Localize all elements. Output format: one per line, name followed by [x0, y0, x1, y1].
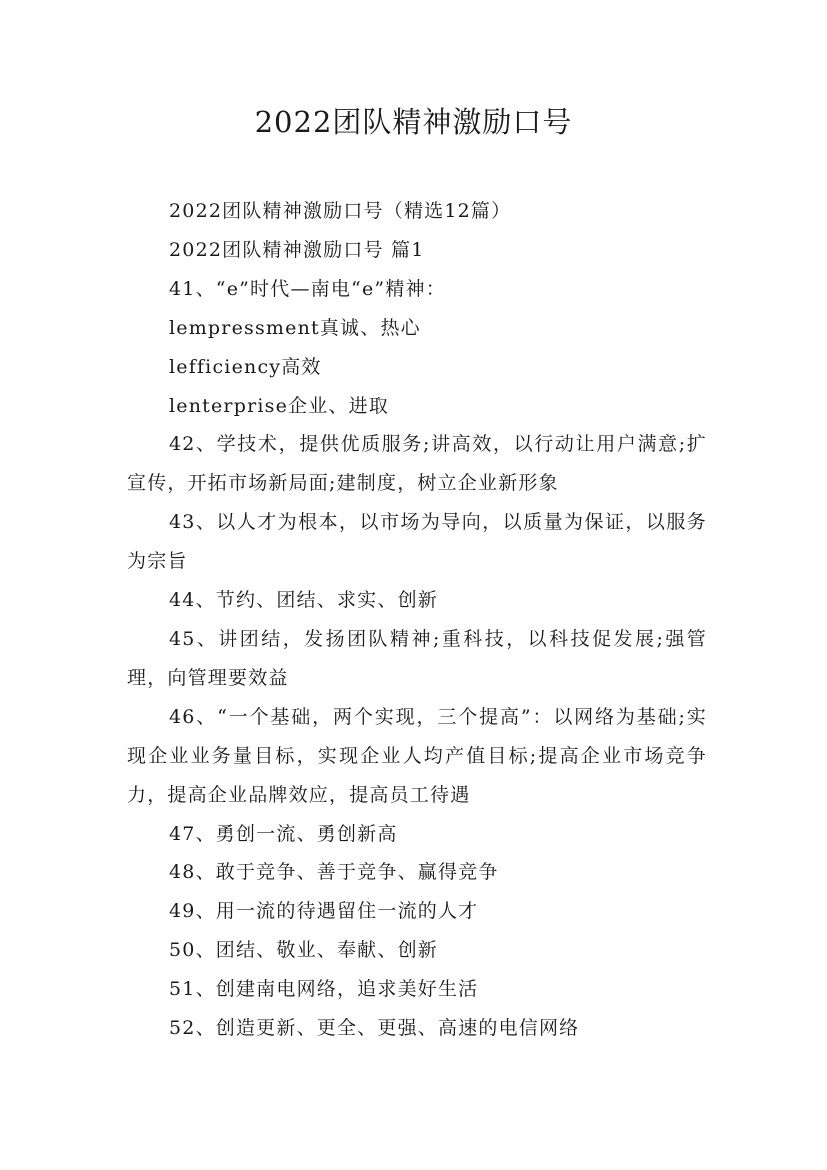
paragraph: 45、讲团结，发扬团队精神;重科技，以科技促发展;强管理，向管理要效益 [127, 627, 707, 689]
paragraph: 52、创造更新、更全、更强、高速的电信网络 [169, 1017, 580, 1040]
paragraph: 51、创建南电网络，追求美好生活 [169, 978, 479, 1001]
paragraph: 48、敢于竞争、善于竞争、赢得竞争 [169, 861, 499, 884]
paragraph: lenterprise企业、进取 [169, 394, 390, 417]
document-title: 2022团队精神激励口号 [254, 105, 573, 139]
paragraph: 2022团队精神激励口号（精选12篇） [169, 200, 512, 222]
paragraph: 47、勇创一流、勇创新高 [169, 822, 398, 845]
document-body [127, 192, 707, 1048]
paragraph: lempressment真诚、热心 [169, 316, 421, 339]
paragraph: 49、用一流的待遇留住一流的人才 [169, 900, 479, 923]
paragraph: lefficiency高效 [169, 355, 322, 378]
paragraph: 42、学技术，提供优质服务;讲高效，以行动让用户满意;扩宣传，开拓市场新局面;建制度，树立企业新形象 [127, 433, 707, 495]
paragraph: 43、以人才为根本，以市场为导向，以质量为保证，以服务为宗旨 [127, 511, 707, 573]
paragraph: 41、“e”时代—南电“e”精神： [169, 277, 446, 300]
paragraph: 50、团结、敬业、奉献、创新 [169, 939, 438, 962]
paragraph: 44、节约、团结、求实、创新 [169, 589, 438, 612]
paragraph: 2022团队精神激励口号 篇1 [169, 238, 425, 261]
paragraph: 46、“一个基础，两个实现，三个提高”：以网络为基础;实现企业业务量目标，实现企业人均产值目标;提高企业市场竞争力，提高企业品牌效应，提高员工待遇 [127, 705, 707, 806]
